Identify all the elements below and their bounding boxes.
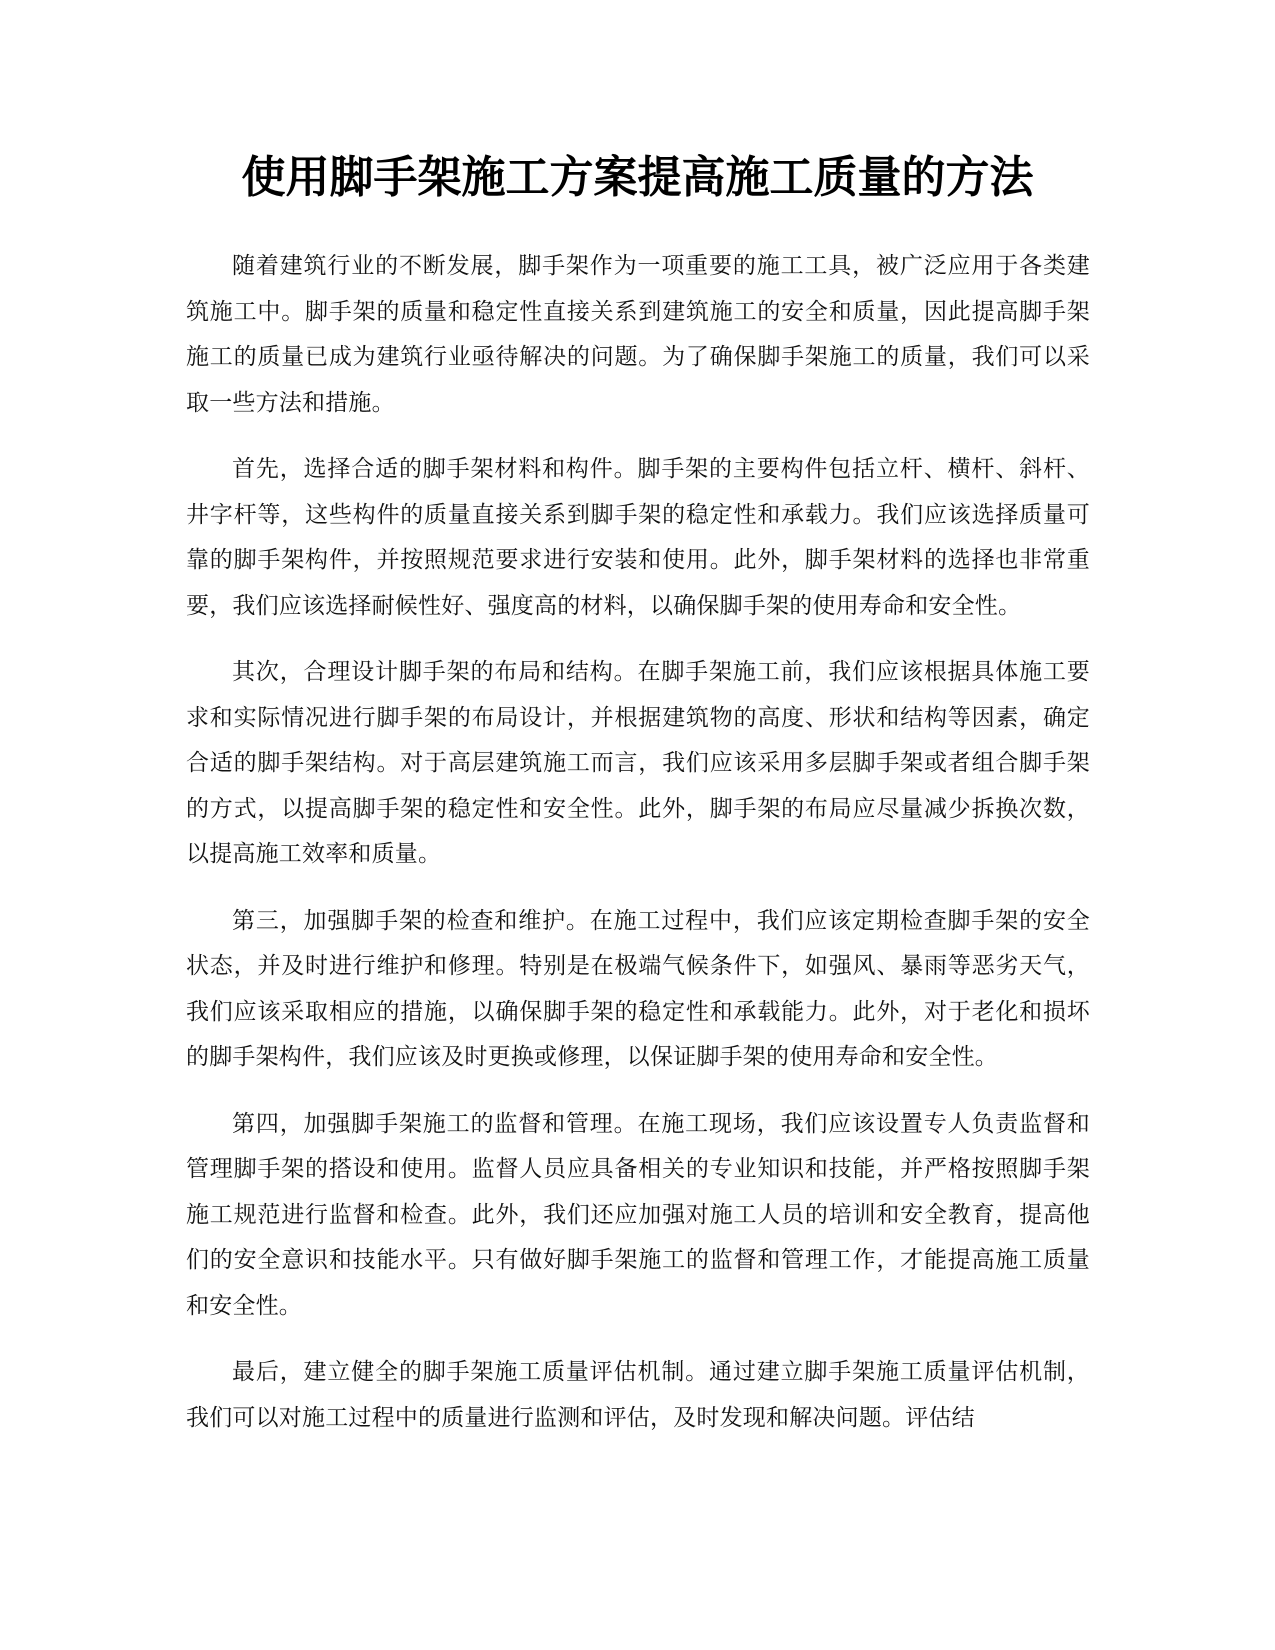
paragraph-4: 第三，加强脚手架的检查和维护。在施工过程中，我们应该定期检查脚手架的安全状态，并及时进行维护和修理。特别是在极端气候条件下，如强风、暴雨等恶劣天气，我们应该采取相应的措施，以确保脚手架的稳定性和承载能力。此外，对于老化和损坏的脚手架构件，我们应该及时更换或修理，以保证脚手架的使用寿命和安全性。 xyxy=(186,907,1090,1070)
paragraph-6: 最后，建立健全的脚手架施工质量评估机制。通过建立脚手架施工质量评估机制，我们可以对施工过程中的质量进行监测和评估，及时发现和解决问题。评估结 xyxy=(186,1359,1090,1431)
paragraph-3: 其次，合理设计脚手架的布局和结构。在脚手架施工前，我们应该根据具体施工要求和实际情况进行脚手架的布局设计，并根据建筑物的高度、形状和结构等因素，确定合适的脚手架结构。对于高层建筑施工而言，我们应该采用多层脚手架或者组合脚手架的方式，以提高脚手架的稳定性和安全性。此外，脚手架的布局应尽量减少拆换次数，以提高施工效率和质量。 xyxy=(186,659,1090,867)
document-body xyxy=(186,244,1090,1462)
paragraph-5: 第四，加强脚手架施工的监督和管理。在施工现场，我们应该设置专人负责监督和管理脚手架的搭设和使用。监督人员应具备相关的专业知识和技能，并严格按照脚手架施工规范进行监督和检查。此外，我们还应加强对施工人员的培训和安全教育，提高他们的安全意识和技能水平。只有做好脚手架施工的监督和管理工作，才能提高施工质量和安全性。 xyxy=(186,1110,1090,1319)
paragraph-1: 随着建筑行业的不断发展，脚手架作为一项重要的施工工具，被广泛应用于各类建筑施工中。脚手架的质量和稳定性直接关系到建筑施工的安全和质量，因此提高脚手架施工的质量已成为建筑行业亟待解决的问题。为了确保脚手架施工的质量，我们可以采取一些方法和措施。 xyxy=(186,253,1090,416)
paragraph-2: 首先，选择合适的脚手架材料和构件。脚手架的主要构件包括立杆、横杆、斜杆、井字杆等，这些构件的质量直接关系到脚手架的稳定性和承载力。我们应该选择质量可靠的脚手架构件，并按照规范要求进行安装和使用。此外，脚手架材料的选择也非常重要，我们应该选择耐候性好、强度高的材料，以确保脚手架的使用寿命和安全性。 xyxy=(186,456,1090,619)
document-title: 使用脚手架施工方案提高施工质量的方法 xyxy=(241,152,1034,203)
